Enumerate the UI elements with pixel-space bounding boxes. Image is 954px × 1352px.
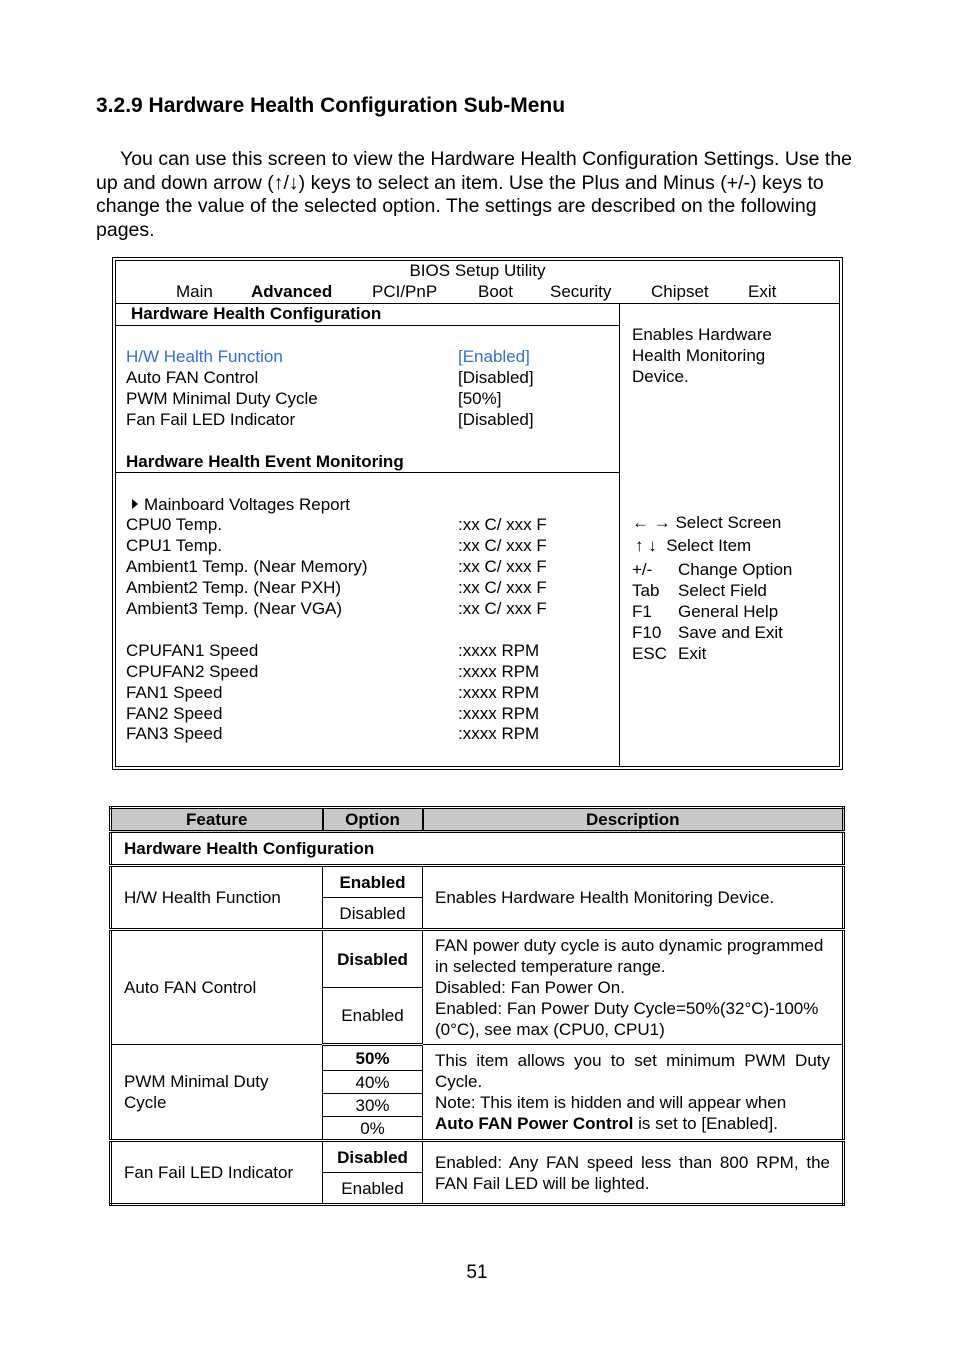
temp-label: Ambient1 Temp. (Near Memory) [126,557,368,576]
setting-hw-health-value[interactable]: [Enabled] [458,347,530,366]
description-cell: Enables Hardware Health Monitoring Device. [423,866,844,930]
temp-label: CPU1 Temp. [126,536,223,555]
section-heading: 3.2.9 Hardware Health Configuration Sub-Menu [96,94,566,117]
option-cell: 50% [323,1045,423,1071]
fan-label: CPUFAN1 Speed [126,641,259,660]
fan-value: :xxxx RPM [458,704,540,723]
help-text-line: Health Monitoring [632,346,766,365]
fan-label: FAN3 Speed [126,724,223,743]
setting-auto-fan-value[interactable]: [Disabled] [458,368,534,387]
table-section-title: Hardware Health Configuration [111,832,844,866]
submenu-voltages[interactable]: Mainboard Voltages Report [132,495,350,515]
option-cell: Enabled [323,1173,423,1205]
temp-value: :xx C/ xxx F [458,557,547,576]
setting-pwm-label[interactable]: PWM Minimal Duty Cycle [126,389,318,408]
event-monitoring-title: Hardware Health Event Monitoring [126,452,404,471]
key-change-option: +/- Change Option [632,560,793,579]
header-option: Option [323,808,423,832]
temp-value: :xx C/ xxx F [458,599,547,618]
option-cell: Disabled [323,930,423,988]
menu-exit[interactable]: Exit [748,282,777,301]
option-cell: Disabled [323,1141,423,1173]
submenu-arrow-icon [132,499,138,509]
intro-paragraph: You can use this screen to view the Hardware Health Configuration Settings. Use the up and down arrow (↑/↓) keys to select an item. Use the Plus and Minus (+/-) keys to change the value of the selected option. The settings are described on the following pages. [96,148,853,241]
fan-value: :xxxx RPM [458,662,540,681]
menu-chipset[interactable]: Chipset [651,282,709,301]
option-cell: 40% [323,1071,423,1094]
setting-fan-led-value[interactable]: [Disabled] [458,410,534,429]
fan-value: :xxxx RPM [458,724,540,743]
feature-cell: Auto FAN Control [111,930,323,1045]
key-select-item: ↑ ↓ Select Item [635,536,752,555]
table-row [111,930,844,988]
temp-label: Ambient3 Temp. (Near VGA) [126,599,343,618]
setting-pwm-value[interactable]: [50%] [458,389,502,408]
fan-value: :xxxx RPM [458,641,540,660]
fan-label: CPUFAN2 Speed [126,662,259,681]
setting-fan-led-label[interactable]: Fan Fail LED Indicator [126,410,296,429]
option-cell: Enabled [323,988,423,1045]
temp-value: :xx C/ xxx F [458,578,547,597]
description-cell: Enabled: Any FAN speed less than 800 RPM, the FAN Fail LED will be lighted. [423,1141,844,1205]
table-section-row [111,832,844,866]
temp-value: :xx C/ xxx F [458,536,547,555]
help-text-line: Device. [632,367,689,386]
fan-value: :xxxx RPM [458,683,540,702]
panel-divider [619,303,620,767]
feature-cell: PWM Minimal Duty Cycle [111,1045,323,1141]
left-right-arrow-icon: ← → [632,513,671,532]
table-row [111,866,844,898]
header-description: Description [423,808,844,832]
fan-label: FAN2 Speed [126,704,223,723]
temp-value: :xx C/ xxx F [458,515,547,534]
option-cell: Disabled [323,898,423,930]
menu-main[interactable]: Main [176,282,213,301]
menu-boot[interactable]: Boot [478,282,513,301]
menu-advanced[interactable]: Advanced [251,282,333,301]
table-row [111,1045,844,1071]
section-title: Hardware Health Configuration [131,304,382,323]
temp-label: Ambient2 Temp. (Near PXH) [126,578,342,597]
setting-hw-health-label[interactable]: H/W Health Function [126,347,283,366]
key-select-screen: ← → Select Screen [632,513,782,532]
up-down-arrow-icon: ↑ ↓ [635,536,657,555]
section-underline [115,325,619,326]
header-feature: Feature [111,808,323,832]
feature-cell: Fan Fail LED Indicator [111,1141,323,1205]
option-cell: 30% [323,1094,423,1117]
event-underline [115,472,619,473]
table-header-row [111,808,844,832]
feature-cell: H/W Health Function [111,866,323,930]
menu-pcipnp[interactable]: PCI/PnP [372,282,438,301]
menu-security[interactable]: Security [550,282,612,301]
help-text-line: Enables Hardware [632,325,772,344]
setting-auto-fan-label[interactable]: Auto FAN Control [126,368,259,387]
description-cell: FAN power duty cycle is auto dynamic programmed in selected temperature range. Disabled: Fan Power On. Enabled: Fan Power Duty Cycle=50%(32°C)-100%(0°C), see max (CPU0, CPU1) [423,930,844,1045]
bios-title: BIOS Setup Utility [409,261,546,280]
feature-table [109,806,845,1206]
table-row [111,1141,844,1173]
page-number: 51 [466,1262,488,1283]
option-cell: Enabled [323,866,423,898]
key-save-exit: F10 Save and Exit [632,623,783,642]
bios-screen [112,257,843,770]
key-select-field: Tab Select Field [632,581,767,600]
key-exit: ESC Exit [632,644,707,663]
key-general-help: F1 General Help [632,602,779,621]
option-cell: 0% [323,1117,423,1141]
temp-label: CPU0 Temp. [126,515,223,534]
fan-label: FAN1 Speed [126,683,223,702]
description-cell: This item allows you to set minimum PWM Duty Cycle. Note: This item is hidden and will appear when Auto FAN Power Control is set to [Enabled]. [423,1045,844,1141]
